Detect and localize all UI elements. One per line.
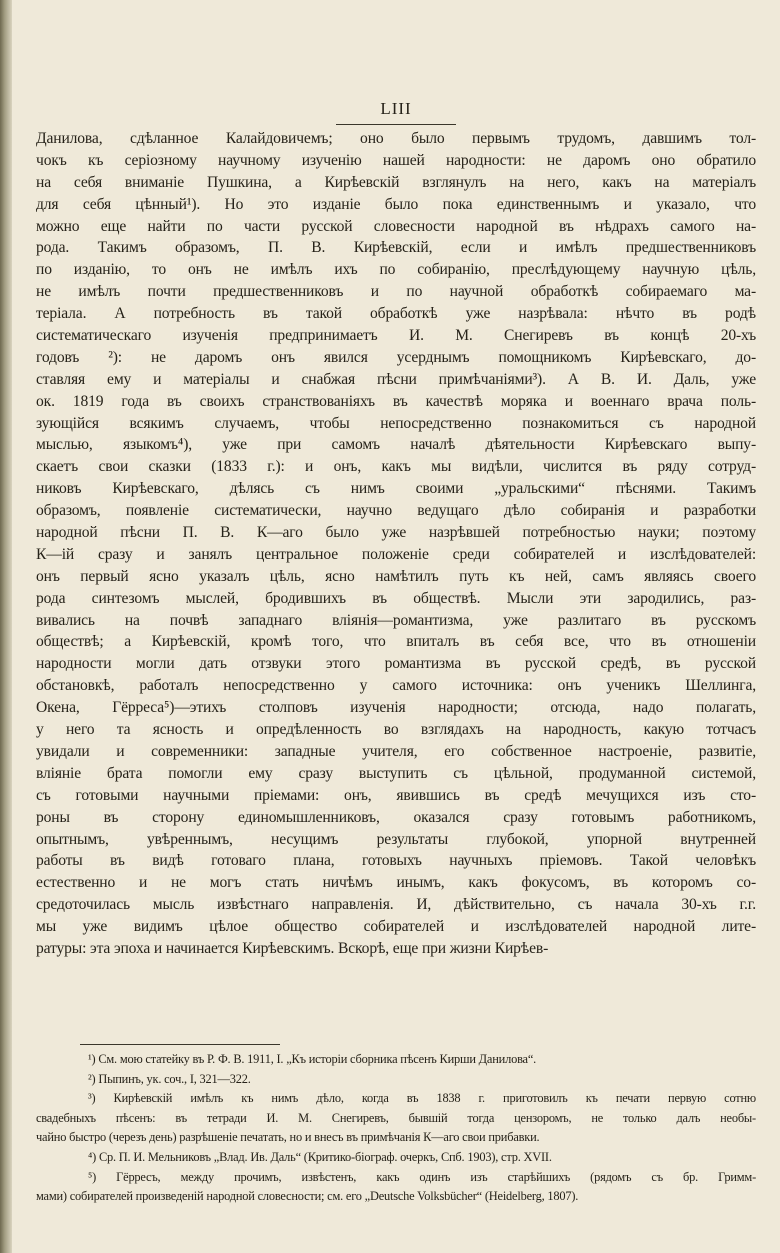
text-line: вивались на почвѣ западнаго вліянія—романтизма, уже разлитаго въ русскомъ [36,611,756,629]
text-line: мыслью, языкомъ⁴), уже при самомъ началѣ дѣятельности Кирѣевскаго выпу- [36,436,756,454]
text-line: рода синтезомъ мыслей, бродившихъ въ обществѣ. Мысли эти зародились, раз- [36,589,756,607]
text-line: съ готовыми научными пріемами: онъ, явившись въ средѣ мечущихся изъ сто- [36,786,756,804]
text-line: скаетъ свои сказки (1833 г.): и онъ, какъ мы видѣли, числится въ ряду сотруд- [36,458,756,476]
text-line: на себя вниманіе Пушкина, а Кирѣевскій взглянулъ на него, какъ на матеріалъ [36,173,756,191]
text-line: систематическаго изученія предпринимаетъ И. М. Снегиревъ въ концѣ 20-хъ [36,327,756,345]
footnote-line: чайно быстро (черезъ день) разрѣшеніе печатать, но и внесъ въ примѣчанія К—аго свои прибавки. [36,1130,540,1145]
text-line: ставляя ему и матеріалы и снабжая пѣсни примѣчаніями³). А В. И. Даль, уже [36,370,756,388]
text-line: естественно и не могъ стать ничѣмъ инымъ, какъ фокусомъ, въ которомъ со- [36,874,756,892]
text-line: зующійся всякимъ случаемъ, чтобы непосредственно познакомиться съ народной [36,414,756,432]
footnote-line: ³) Кирѣевскій имѣлъ къ нимъ дѣло, когда въ 1838 г. приготовилъ къ печати первую сотню [88,1091,756,1106]
header-rule [336,124,456,125]
book-binding-edge [0,0,12,1253]
text-line: мы уже видимъ цѣлое общество собирателей и изслѣдователей народной лите- [36,918,756,936]
footnote-line: мами) собирателей произведеній народной словесности; см. его „Deutsche Volksbücher“ (Heidelberg, 1807). [36,1189,579,1204]
text-line: можно еще найти по части русской словесности народной въ нѣдрахъ самого на- [36,217,756,235]
text-line: Окена, Гёрреса⁵)—этихъ столповъ изученія народности; отсюда, надо полагать, [36,699,756,717]
text-line: средоточилась мысль извѣстнаго направленія. И, дѣйствительно, съ начала 30-хъ г.г. [36,896,756,914]
text-line: Данилова, сдѣланное Калайдовичемъ; оно было первымъ трудомъ, давшимъ тол- [36,130,756,147]
text-line: образомъ, появленіе систематически, научно ведущаго дѣло собиранія и разработки [36,502,756,520]
footnote-line: свадебныхъ пѣсенъ: въ тетради И. М. Снегиревъ, бывшій тогда цензоромъ, не только далъ необы- [36,1110,756,1125]
text-line: вліяніе брата помогли ему сразу выступить съ цѣльной, продуманной системой, [36,764,756,782]
text-line: обществѣ; а Кирѣевскій, кромѣ того, что впиталъ въ себя все, что въ отношеніи [36,633,756,651]
text-line: народности могли дать отзвуки этого романтизма въ русской средѣ, въ русской [36,655,756,673]
text-line: ратуры: эта эпоха и начинается Кирѣевскимъ. Вскорѣ, еще при жизни Кирѣев- [36,939,549,957]
text-line: работы въ видѣ готоваго плана, готовыхъ научныхъ пріемовъ. Такой человѣкъ [36,852,756,870]
text-line: онъ первый ясно указалъ цѣль, ясно намѣтилъ путь къ ней, самъ являясь своего [36,567,756,585]
text-line: у него та ясность и опредѣленность во взглядахъ на народность, какую тотчасъ [36,721,756,739]
main-text-block [36,128,756,960]
text-line: увидали и современники: западные учителя, его собственное настроеніе, развитіе, [36,742,756,760]
text-line: для себя цѣнный¹). Но это изданіе было пока единственнымъ и указало, что [36,195,756,213]
text-line: рода. Такимъ образомъ, П. В. Кирѣевскій, если и имѣлъ предшественниковъ [36,239,756,257]
footnote-line: ⁵) Гёрресъ, между прочимъ, извѣстенъ, какъ одинъ изъ старѣйшихъ (рядомъ съ бр. Гримм- [88,1169,756,1184]
text-line: опытнымъ, увѣреннымъ, несущимъ результаты глубокой, упорной внутренней [36,830,756,848]
book-page [36,0,756,1253]
page-number-header: LIII [380,99,412,118]
footnote-line: ²) Пыпинъ, ук. соч., I, 321—322. [88,1071,251,1086]
text-line: ок. 1819 года въ своихъ странствованіяхъ въ качествѣ моряка и военнаго врача поль- [36,392,756,410]
text-line: чокъ къ серіозному научному изученію нашей народности: не даромъ оно обратило [36,151,756,169]
text-line: по изданію, то онъ не имѣлъ ихъ по собиранію, преслѣдующему научную цѣль, [36,261,756,279]
footnote-line: ¹) См. мою статейку въ Р. Ф. В. 1911, I. „Къ исторіи сборника пѣсенъ Кирши Данилова“. [88,1052,537,1066]
text-line: не имѣлъ почти предшественниковъ и по научной обработкѣ собираемаго ма- [36,283,756,301]
text-line: обстановкѣ, работалъ непосредственно у самого источника: онъ ученикъ Шеллинга, [36,677,756,695]
footnote-line: ⁴) Ср. П. И. Мельниковъ „Влад. Ив. Даль“ (Критико-біограф. очеркъ, Спб. 1903), стр. XVII. [88,1149,552,1164]
text-line: никовъ Кирѣевскаго, дѣлясь съ нимъ своими „уральскими“ пѣснями. Такимъ [36,480,756,498]
text-line: К—ій сразу и занялъ центральное положеніе среди собирателей и изслѣдователей: [36,545,756,563]
footnote-rule [80,1044,280,1045]
text-line: народной пѣсни П. В. К—аго было уже назрѣвшей потребностью науки; поэтому [36,524,756,542]
text-line: годовъ ²): не даромъ онъ явился усерднымъ помощникомъ Кирѣевскаго, до- [36,348,756,366]
text-line: роны въ сторону единомышленниковъ, оказался сразу готовымъ работникомъ, [36,808,756,826]
footnotes-block [36,1050,756,1207]
text-line: теріала. А потребность въ такой обработкѣ уже назрѣвала: нѣчто въ родѣ [36,305,756,323]
